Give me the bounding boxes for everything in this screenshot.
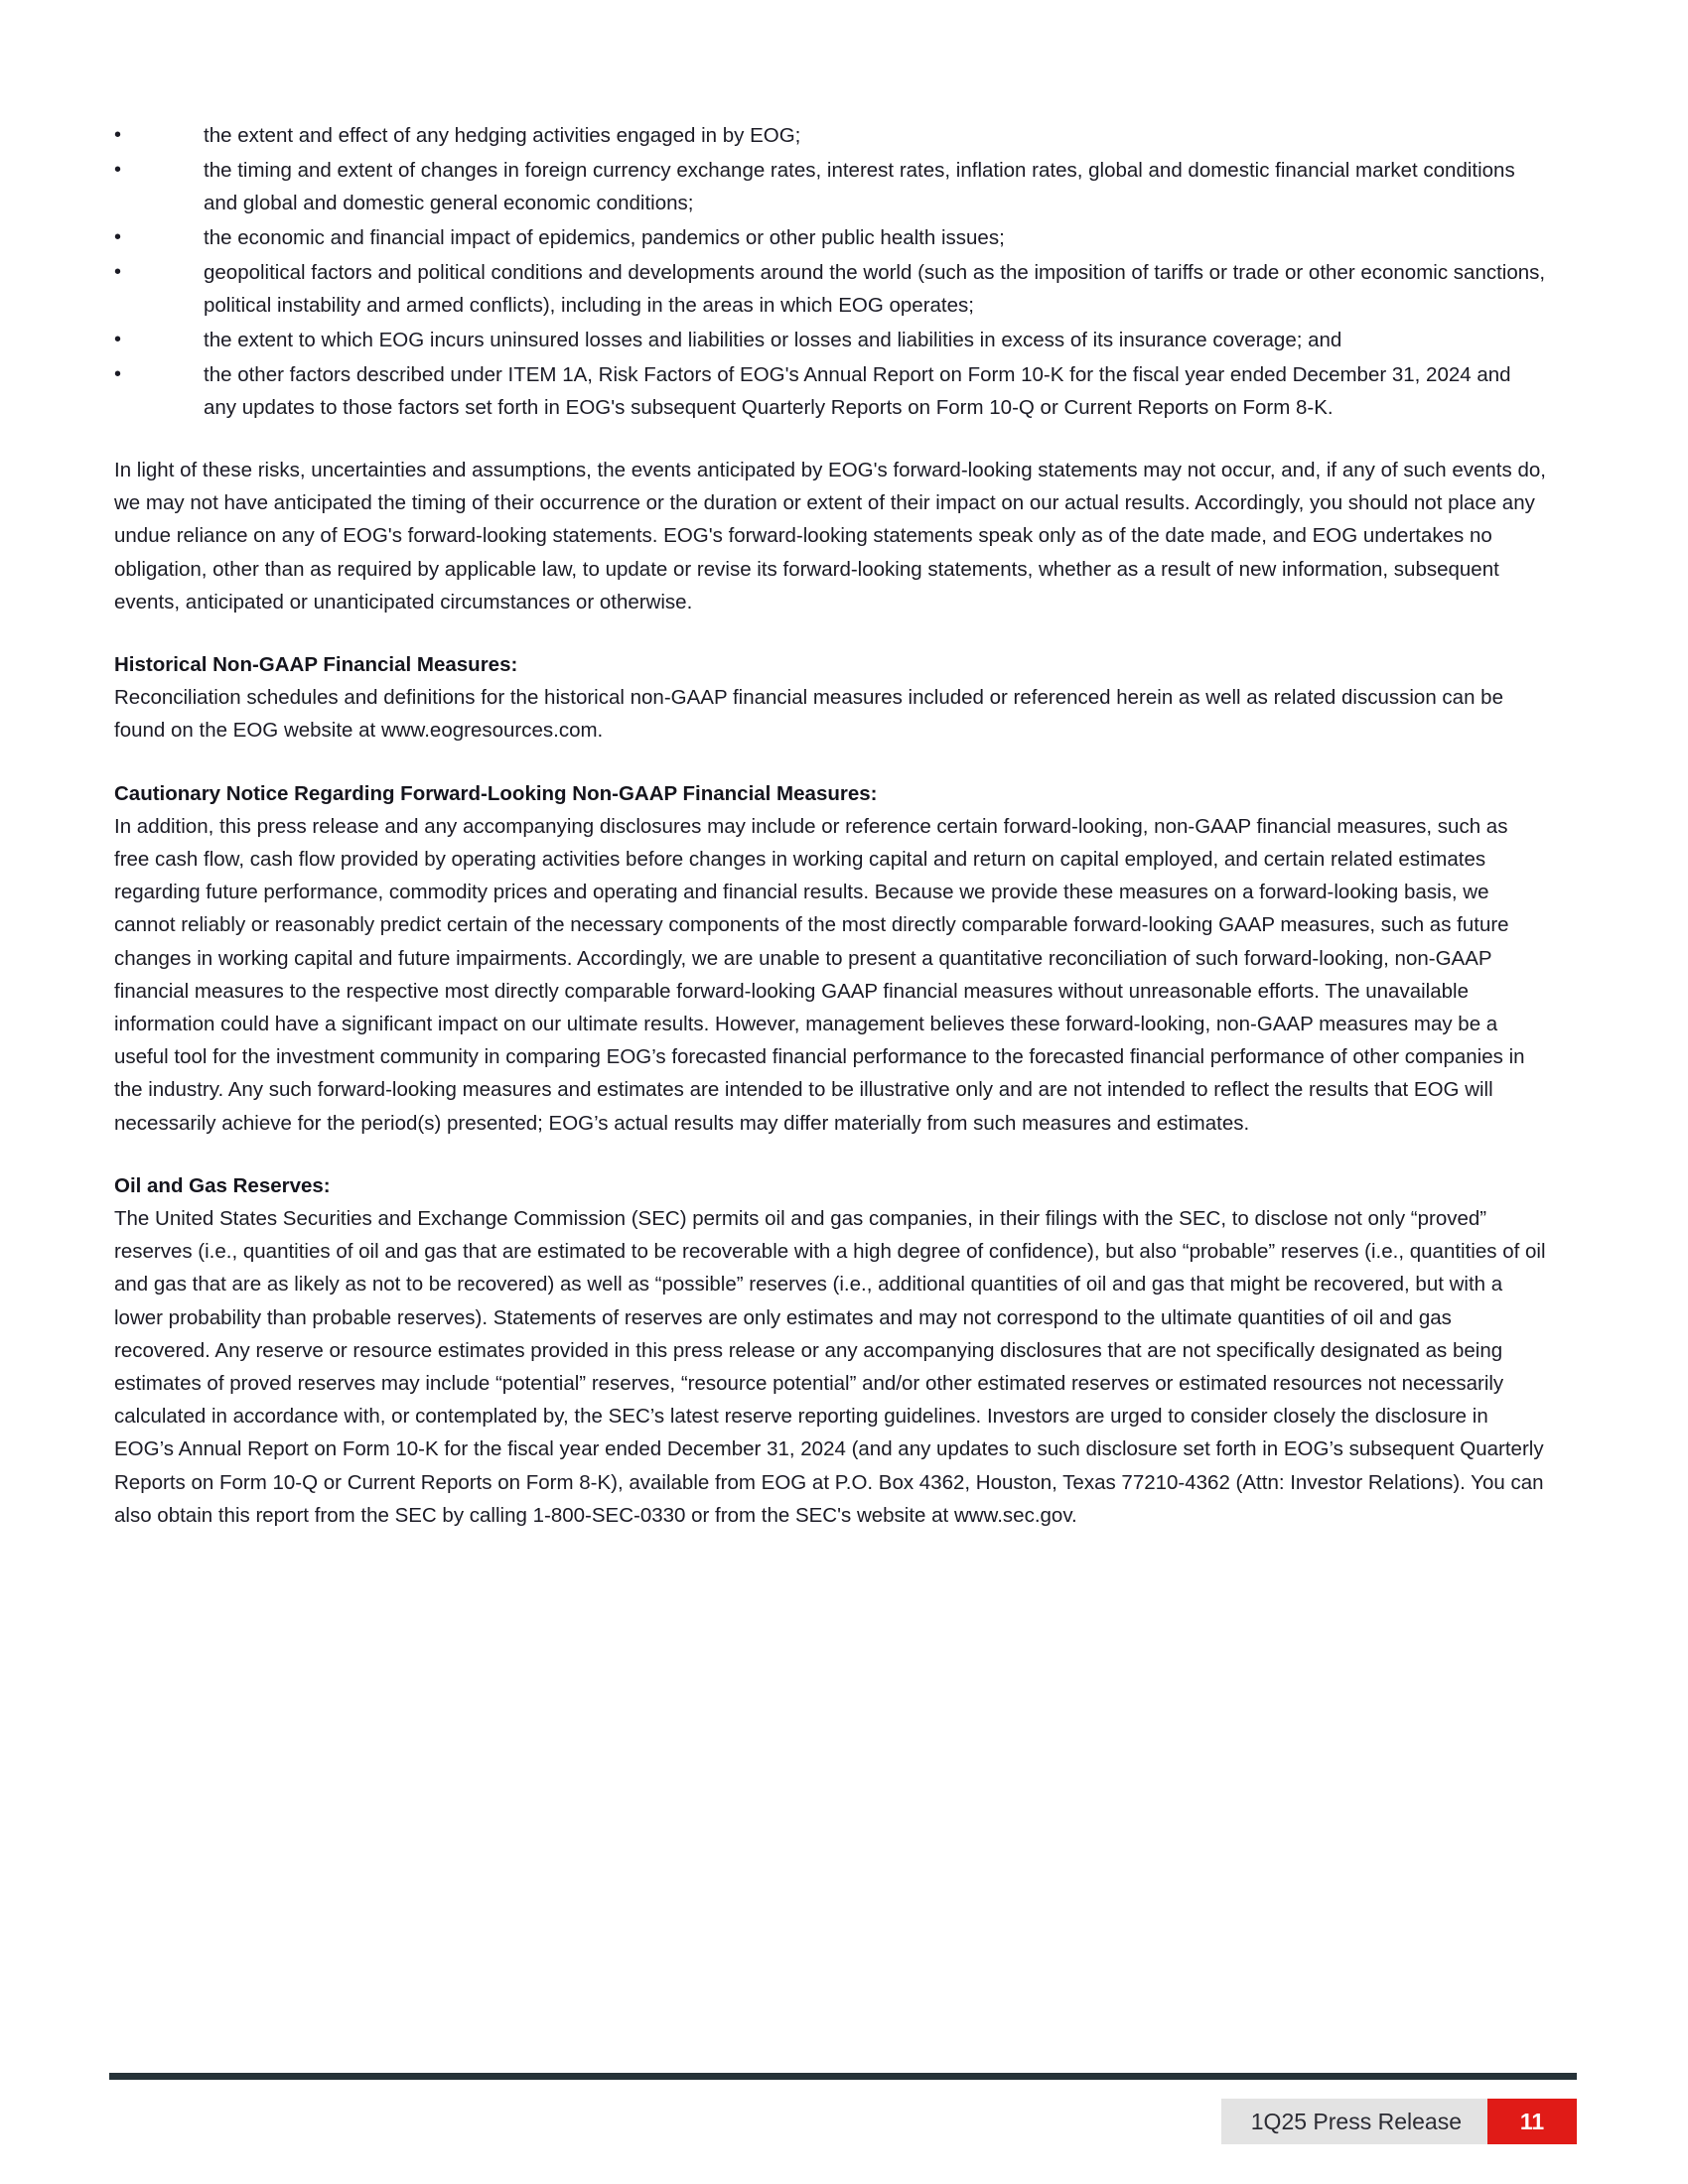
list-item-text: the extent to which EOG incurs uninsured losses and liabilities or losses and liabilities in excess of its insurance coverage; and — [204, 329, 1342, 351]
list-item-text: the extent and effect of any hedging activities engaged in by EOG; — [204, 124, 801, 147]
section-body: In addition, this press release and any accompanying disclosures may include or reference certain forward-looking, non-GAAP financial measures, such as free cash flow, cash flow provided by operating activities before changes in working capital and return on capital employed, and certain related estimates regarding future performance, commodity prices and operating and financial results. Because we provide these measures on a forward-looking basis, we cannot reliably or reasonably predict certain of the necessary components of the most directly comparable forward-looking GAAP measures, such as future changes in working capital and future impairments. Accordingly, we are unable to present a quantitative reconciliation of such forward-looking, non-GAAP financial measures to the respective most directly comparable forward-looking GAAP financial measures without unreasonable efforts. The unavailable information could have a significant impact on our ultimate results. However, management believes these forward-looking, non-GAAP measures may be a useful tool for the investment community in comparing EOG’s forecasted financial performance to the forecasted financial performance of other companies in the industry. Any such forward-looking measures and estimates are intended to be illustrative only and are not intended to reflect the results that EOG will necessarily achieve for the period(s) presented; EOG’s actual results may differ materially from such measures and estimates. — [114, 814, 1525, 1135]
list-item-text: the timing and extent of changes in foreign currency exchange rates, interest rates, inflation rates, global and domestic financial market conditions and global and domestic general economic conditions; — [204, 159, 1515, 214]
footer-divider — [109, 2073, 1577, 2080]
page-content — [114, 119, 1548, 1532]
footer-document-title: 1Q25 Press Release — [1221, 2099, 1487, 2144]
bullet-icon: • — [114, 226, 122, 248]
section-heading: Cautionary Notice Regarding Forward-Looking Non-GAAP Financial Measures: — [114, 781, 878, 805]
bullet-icon: • — [114, 159, 122, 181]
bullet-icon: • — [114, 329, 122, 350]
list-item — [114, 221, 1548, 254]
section-heading: Oil and Gas Reserves: — [114, 1173, 331, 1197]
list-item — [114, 324, 1548, 356]
section-oil-and-gas-reserves — [114, 1169, 1548, 1532]
section-heading: Historical Non-GAAP Financial Measures: — [114, 653, 518, 677]
page-footer-badge — [1221, 2099, 1577, 2144]
bullet-icon: • — [114, 124, 122, 146]
bullet-icon: • — [114, 363, 122, 385]
section-historical-non-gaap — [114, 648, 1548, 748]
list-item — [114, 256, 1548, 322]
list-item — [114, 154, 1548, 219]
section-body: The United States Securities and Exchange Commission (SEC) permits oil and gas companies, in their filings with the SEC, to disclose not only “proved” reserves (i.e., quantities of oil and gas that are estimated to be recoverable with a high degree of confidence), but also “probable” reserves (i.e., quantities of oil and gas that are as likely as not to be recovered) as well as “possible” reserves (i.e., additional quantities of oil and gas that might be recovered, but with a lower probability than probable reserves). Statements of reserves are only estimates and may not correspond to the ultimate quantities of oil and gas recovered. Any reserve or resource estimates provided in this press release or any accompanying disclosures that are not specifically designated as being estimates of proved reserves may include “potential” reserves, “resource potential” and/or other estimated reserves or estimated resources not necessarily calculated in accordance with, or contemplated by, the SEC’s latest reserve reporting guidelines. Investors are urged to consider closely the disclosure in EOG’s Annual Report on Form 10-K for the fiscal year ended December 31, 2024 (and any updates to such disclosure set forth in EOG’s subsequent Quarterly Reports on Form 10-Q or Current Reports on Form 8-K), available from EOG at P.O. Box 4362, Houston, Texas 77210-4362 (Attn: Investor Relations). You can also obtain this report from the SEC by calling 1-800-SEC-0330 or from the SEC's website at www.sec.gov. — [114, 1207, 1546, 1527]
list-item — [114, 119, 1548, 152]
forward-looking-intro-paragraph: In light of these risks, uncertainties and assumptions, the events anticipated by EOG's forward-looking statements may not occur, and, if any of such events do, we may not have anticipated the timing of their occurrence or the duration or extent of their impact on our actual results. Accordingly, you should not place any undue reliance on any of EOG's forward-looking statements. EOG's forward-looking statements speak only as of the date made, and EOG undertakes no obligation, other than as required by applicable law, to update or revise its forward-looking statements, whether as a result of new information, subsequent events, anticipated or unanticipated circumstances or otherwise. — [114, 459, 1546, 614]
risk-factors-bullet-list — [114, 119, 1548, 424]
list-item-text: the other factors described under ITEM 1A, Risk Factors of EOG's Annual Report on Form 10-K for the fiscal year ended December 31, 2024 and any updates to those factors set forth in EOG's subsequent Quarterly Reports on Form 10-Q or Current Reports on Form 8-K. — [204, 363, 1511, 419]
section-cautionary-notice — [114, 777, 1548, 1140]
list-item — [114, 358, 1548, 424]
section-body: Reconciliation schedules and definitions for the historical non-GAAP financial measures included or referenced herein as well as related discussion can be found on the EOG website at www.eogresources.com. — [114, 686, 1503, 743]
footer-page-number: 11 — [1487, 2099, 1577, 2144]
bullet-icon: • — [114, 261, 122, 283]
list-item-text: the economic and financial impact of epidemics, pandemics or other public health issues; — [204, 226, 1005, 249]
list-item-text: geopolitical factors and political conditions and developments around the world (such as the imposition of tariffs or trade or other economic sanctions, political instability and armed conflicts), including in the areas in which EOG operates; — [204, 261, 1546, 317]
